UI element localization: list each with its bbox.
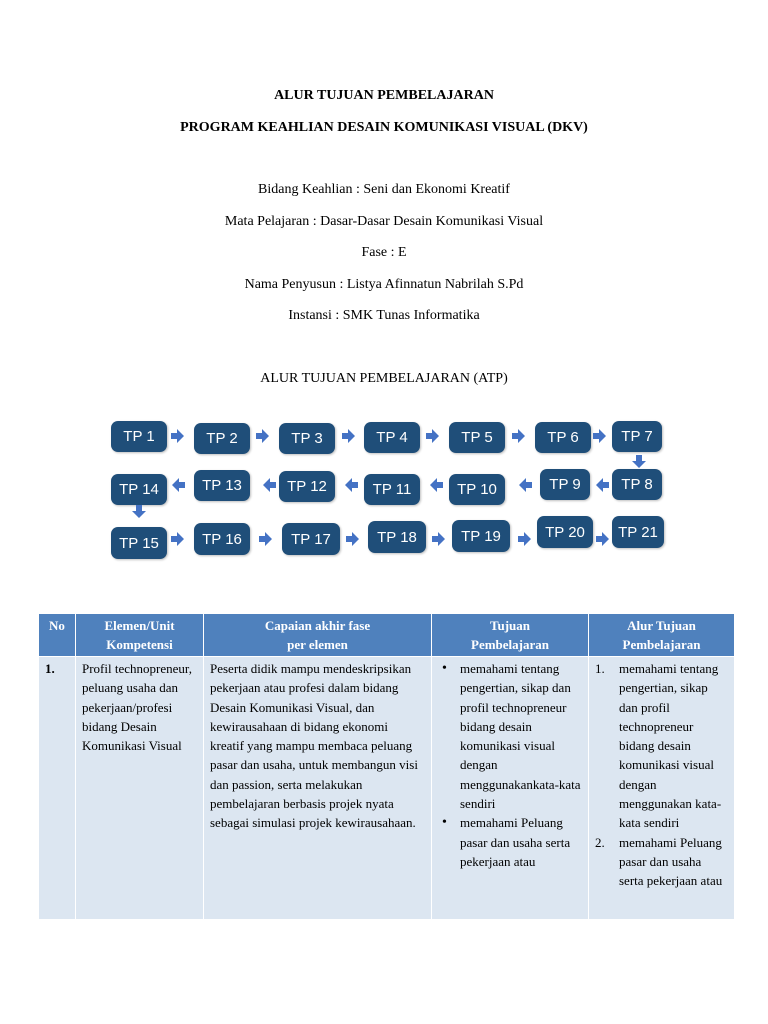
list-item: • memahami Peluang pasar dan usaha serta pekerjaan atau — [460, 813, 582, 871]
flow-arrow-icon — [595, 478, 609, 492]
bidang-keahlian: Bidang Keahlian : Seni dan Ekonomi Kreatif — [258, 182, 510, 197]
tp-box: TP 17 — [282, 523, 340, 555]
atp-table — [38, 613, 735, 920]
tp-box: TP 19 — [452, 520, 510, 552]
tp-box: TP 6 — [535, 422, 591, 453]
fase: Fase : E — [361, 245, 407, 260]
cell-no: 1. — [39, 657, 76, 920]
cell-elemen: Profil technopreneur, peluang usaha dan pekerjaan/profesi bidang Desain Komunikasi Visual — [76, 657, 204, 920]
tp-box: TP 21 — [612, 516, 664, 548]
table-row — [39, 657, 735, 920]
tp-box: TP 8 — [612, 469, 662, 500]
flow-arrow-icon — [429, 478, 443, 492]
table-header-row — [39, 614, 735, 657]
flow-arrow-icon — [256, 429, 270, 443]
document-title: ALUR TUJUAN PEMBELAJARAN — [274, 88, 494, 103]
flow-arrow-icon — [593, 429, 607, 443]
tp-box: TP 7 — [612, 421, 662, 452]
flow-arrow-icon — [171, 429, 185, 443]
cell-alur — [589, 657, 735, 920]
tp-box: TP 9 — [540, 469, 590, 500]
cell-tujuan — [432, 657, 589, 920]
tp-box: TP 1 — [111, 421, 167, 452]
flow-arrow-icon — [426, 429, 440, 443]
tp-box: TP 15 — [111, 527, 167, 559]
flow-arrow-icon — [171, 532, 185, 546]
header-tujuan: Tujuan Pembelajaran — [432, 614, 589, 657]
tp-box: TP 13 — [194, 470, 250, 501]
flow-arrow-icon — [518, 532, 532, 546]
flow-arrow-icon — [262, 478, 276, 492]
flow-arrow-icon — [132, 505, 146, 519]
flow-arrow-icon — [596, 532, 610, 546]
header-capaian: Capaian akhir fase per elemen — [204, 614, 432, 657]
tp-box: TP 5 — [449, 422, 505, 453]
flow-arrow-icon — [344, 478, 358, 492]
tp-box: TP 18 — [368, 521, 426, 553]
tp-box: TP 11 — [364, 474, 420, 505]
list-item: 1. memahami tentang pengertian, sikap dan profil technopreneur bidang desain komunikasi visual dengan menggunakan kata-kata sendiri — [595, 661, 722, 831]
nama-penyusun: Nama Penyusun : Listya Afinnatun Nabrilah S.Pd — [244, 277, 524, 292]
flow-heading: ALUR TUJUAN PEMBELAJARAN (ATP) — [260, 371, 508, 386]
cell-capaian: Peserta didik mampu mendeskripsikan pekerjaan atau profesi dalam bidang Desain Komunikasi Visual, dan kewirausahaan di bidang ekonomi kreatif yang mampu membaca peluang pasar dan usaha, untuk membangun visi dan passion, serta melakukan pembelajaran berbasis projek nyata sebagai simulasi projek kewirausahaan. — [204, 657, 432, 920]
tp-box: TP 12 — [279, 471, 335, 502]
header-alur: Alur Tujuan Pembelajaran — [589, 614, 735, 657]
flow-arrow-icon — [171, 478, 185, 492]
flow-arrow-icon — [518, 478, 532, 492]
tp-box: TP 20 — [537, 516, 593, 548]
flow-arrow-icon — [632, 455, 646, 469]
instansi: Instansi : SMK Tunas Informatika — [288, 308, 480, 323]
tp-box: TP 3 — [279, 423, 335, 454]
header-elemen: Elemen/Unit Kompetensi — [76, 614, 204, 657]
header-no: No — [39, 614, 76, 657]
mata-pelajaran: Mata Pelajaran : Dasar-Dasar Desain Komunikasi Visual — [224, 214, 544, 229]
tp-box: TP 14 — [111, 474, 167, 505]
list-item: • memahami tentang pengertian, sikap dan profil technopreneur bidang desain komunikasi visual dengan menggunakankata-kata sendiri — [460, 659, 582, 813]
flow-arrow-icon — [512, 429, 526, 443]
list-item: 2. memahami Peluang pasar dan usaha serta pekerjaan atau — [595, 834, 723, 889]
flow-arrow-icon — [346, 532, 360, 546]
tp-box: TP 16 — [194, 523, 250, 555]
tp-box: TP 2 — [194, 423, 250, 454]
flow-arrow-icon — [432, 532, 446, 546]
flow-arrow-icon — [259, 532, 273, 546]
tp-box: TP 4 — [364, 422, 420, 453]
document-subtitle: PROGRAM KEAHLIAN DESAIN KOMUNIKASI VISUAL (DKV) — [180, 120, 588, 135]
tp-box: TP 10 — [449, 474, 505, 505]
flow-arrow-icon — [342, 429, 356, 443]
